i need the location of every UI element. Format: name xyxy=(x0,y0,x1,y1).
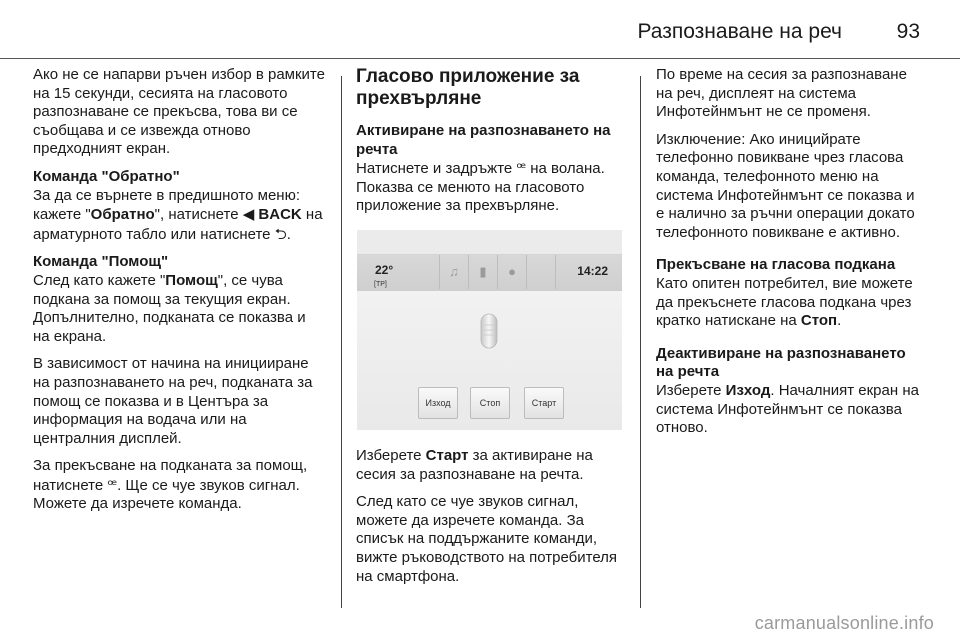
text: . xyxy=(837,312,842,330)
voice-icon: ꟹ xyxy=(107,475,118,494)
text: ", натиснете xyxy=(154,206,243,224)
tp-indicator: [TP] xyxy=(374,280,387,288)
temperature-readout: 22° xyxy=(375,262,394,277)
stop-button[interactable]: Стоп xyxy=(470,387,510,419)
text: Като опитен потребител, вие можете да прекъснете гласова подкана чрез кратко натискане на xyxy=(656,274,913,330)
interrupt-section xyxy=(656,256,926,330)
header-divider xyxy=(0,58,960,59)
column-3 xyxy=(656,66,926,447)
column-2 xyxy=(356,66,626,595)
help-paragraph-3 xyxy=(33,457,325,514)
text: . Началният екран на система Инфотейнмънт се показва отново. xyxy=(656,381,919,437)
keyword-help: Помощ xyxy=(165,271,218,289)
help-paragraph-2: В зависимост от начина на иницииране на разпознаването на реч, подканата за помощ се показва и в Центъра за информация на водача или на централния дисплей. xyxy=(33,355,313,447)
select-start-paragraph xyxy=(356,447,626,484)
clock: 14:22 xyxy=(577,263,608,278)
column-divider-2 xyxy=(640,76,641,608)
back-command-heading: Команда "Обратно" xyxy=(33,167,180,185)
return-icon: ⮌ xyxy=(274,224,287,243)
text: за активиране на сесия за разпознаване на речта. xyxy=(356,446,593,483)
music-tab-icon: ♫ xyxy=(439,255,468,289)
exception-paragraph: Изключение: Ако иницийрате телефонно повикване чрез гласова команда, телефонното меню на система Инфотейнмънт се показва и е налично за ръчни операции докато телефонното повикване е активно. xyxy=(656,130,915,241)
keyword-start: Старт xyxy=(425,446,469,464)
microphone-icon xyxy=(478,313,500,353)
back-command-section xyxy=(33,168,325,244)
session-paragraph: По време на сесия за разпознаване на реч, дисплеят на система Инфотейнмънт не се променя. xyxy=(656,66,907,121)
column-divider-1 xyxy=(341,76,342,608)
voice-icon: ꟹ xyxy=(516,159,527,178)
exit-button[interactable]: Изход xyxy=(418,387,458,419)
page-header xyxy=(0,0,960,58)
start-button[interactable]: Старт xyxy=(524,387,564,419)
text: За прекъсване на подканата за помощ, натиснете xyxy=(33,457,308,494)
empty-tab xyxy=(526,255,556,289)
activation-heading: Активиране на разпознаването на речта xyxy=(356,122,611,158)
deactivate-heading: Деактивиране на разпознаването на речта xyxy=(656,344,906,381)
back-key-label: BACK xyxy=(254,206,302,224)
text: След като кажете " xyxy=(33,271,166,289)
text: на арматурното табло или натиснете xyxy=(33,206,323,243)
phone-tab-icon: ▮ xyxy=(468,255,497,289)
activation-section xyxy=(356,122,626,216)
interrupt-heading: Прекъсване на гласова подкана xyxy=(656,256,896,274)
infotainment-screen xyxy=(357,254,622,430)
infotainment-screenshot xyxy=(357,230,622,429)
chapter-title: Разпознаване на реч xyxy=(637,20,842,43)
text: . xyxy=(286,225,291,243)
keyword-back: Обратно xyxy=(90,206,155,224)
text: ", се чува подкана за помощ за текущия екран. Допълнително, подканата се показва и на екрана. xyxy=(33,271,306,345)
commands-paragraph: След като се чуе звуков сигнал, можете да изречете команда. За списък на поддържаните команди, вижте ръководството на потребителя на смартфона. xyxy=(356,493,618,585)
text: Натиснете и задръжте xyxy=(356,160,517,178)
help-command-heading: Команда "Помощ" xyxy=(33,253,169,271)
keyword-stop: Стоп xyxy=(800,312,838,330)
record-tab-icon: ● xyxy=(497,255,526,289)
text: Изберете xyxy=(356,446,426,464)
deactivate-section xyxy=(656,345,926,438)
text: на волана. Показва се менюто на гласовото приложение за прехвърляне. xyxy=(356,160,605,215)
status-bar xyxy=(357,255,622,291)
text: . Ще се чуе звуков сигнал. Можете да изречете команда. xyxy=(33,476,300,513)
watermark-brand: carmanualsonline.info xyxy=(754,613,934,633)
text: За да се върнете в предишното меню: кажете " xyxy=(33,186,301,224)
section-heading: Гласово приложение за прехвърляне xyxy=(356,66,580,109)
page-number: 93 xyxy=(896,20,920,43)
column-1 xyxy=(33,66,325,523)
text: Изберете xyxy=(656,381,726,399)
help-command-section xyxy=(33,253,325,346)
screen-button-bar xyxy=(357,387,622,427)
back-arrow-icon: ◀ xyxy=(242,205,255,224)
intro-paragraph: Ако не се напарви ръчен избор в рамките на 15 секунди, сесията на гласовото разпознаване се прекъсва, това ви се съобщава и се извежда отново предходният екран. xyxy=(33,66,325,158)
keyword-exit: Изход xyxy=(725,381,771,399)
